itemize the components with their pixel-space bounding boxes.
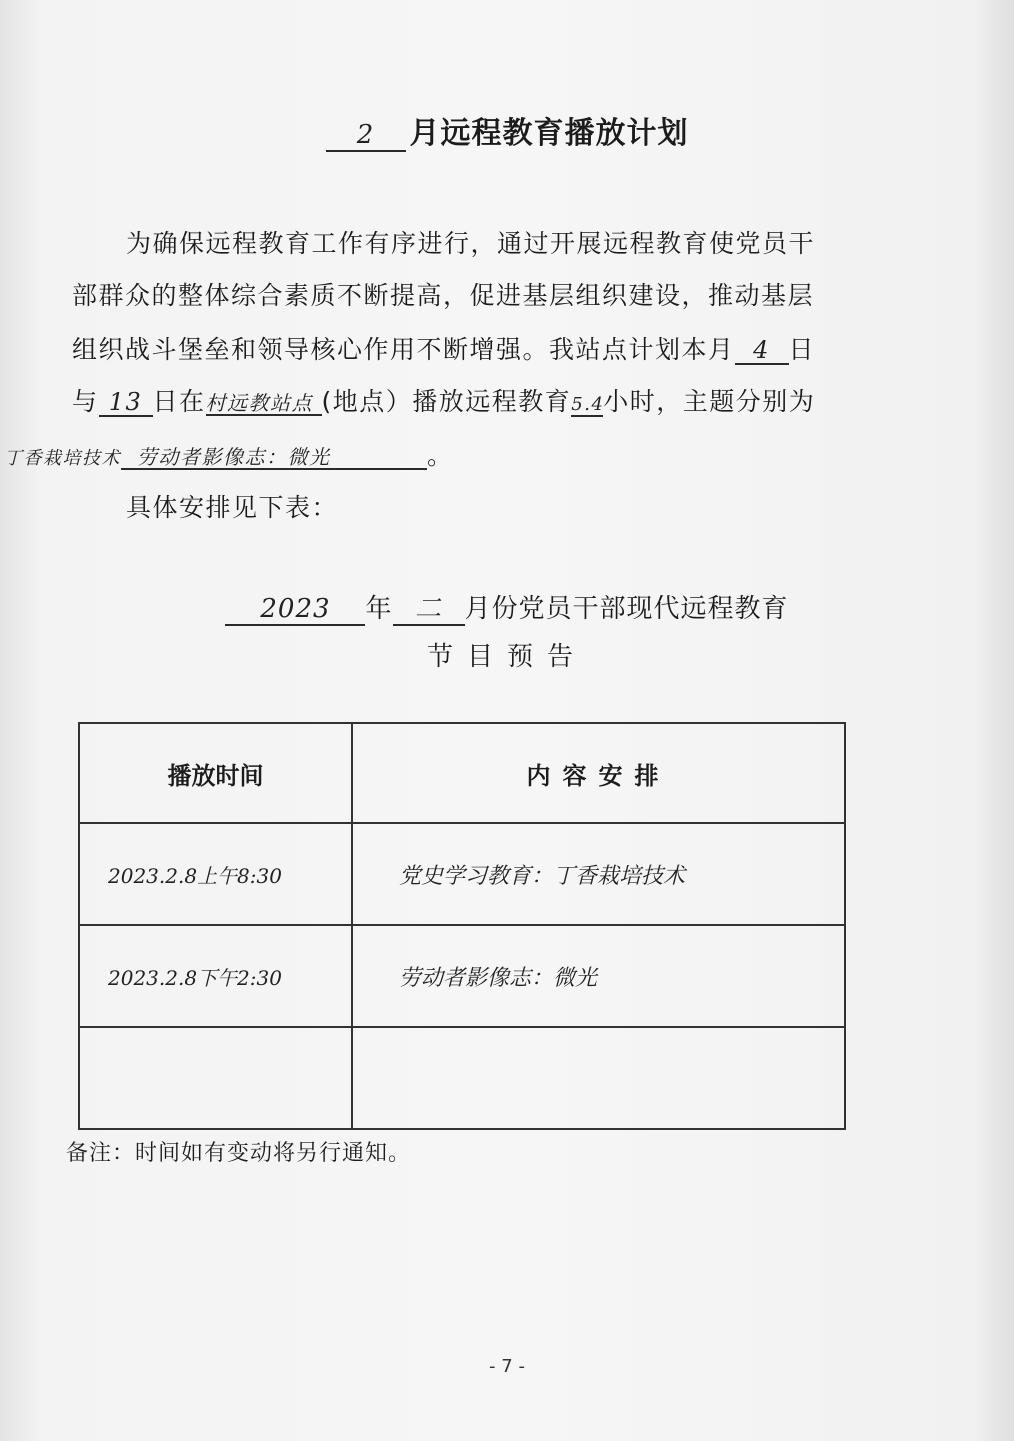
remark-note: 备注：时间如有变动将另行通知。 <box>66 1141 412 1166</box>
line4-a: 与 <box>72 387 99 416</box>
table-row <box>79 1027 845 1129</box>
page-number: - 7 - <box>489 1356 525 1377</box>
title-month-handwritten: 2 <box>326 121 406 152</box>
schedule-table <box>78 722 846 1130</box>
row-content: 党史学习教育：丁香栽培技术 <box>352 823 845 925</box>
line5-end: 。 <box>427 441 454 470</box>
title-text: 月远程教育播放计划 <box>409 116 689 151</box>
row-content: 劳动者影像志：微光 <box>352 925 845 1027</box>
paragraph-line-1: 为确保远程教育工作有序进行，通过开展远程教育使党员干 <box>126 229 816 258</box>
theme2-handwritten: 劳动者影像志：微光 <box>121 446 427 470</box>
day2-handwritten: 13 <box>99 389 153 417</box>
hours-handwritten: 5.4 <box>571 394 605 415</box>
table-row <box>79 925 845 1027</box>
day1-handwritten: 4 <box>735 337 789 365</box>
header-time: 播放时间 <box>79 723 352 823</box>
line4-d: 小时，主题分别为 <box>603 387 816 416</box>
row-content <box>352 1027 845 1129</box>
notice-year-label: 年 <box>365 594 393 624</box>
notice-text: 月份党员干部现代远程教育 <box>464 594 789 624</box>
row-time: 2023.2.8下午2:30 <box>79 925 352 1027</box>
row-time <box>79 1027 352 1129</box>
theme1-handwritten: 丁香栽培技术 <box>4 448 121 469</box>
notice-subtitle: 节目预告 <box>426 642 587 672</box>
paragraph-line-5 <box>4 436 794 472</box>
paragraph-line-4 <box>72 382 862 418</box>
table-header-row <box>79 723 845 823</box>
paragraph-line-3 <box>72 330 862 366</box>
paragraph-line-6: 具体安排见下表： <box>126 493 339 522</box>
notice-heading <box>0 588 1014 626</box>
page-title <box>0 108 1014 152</box>
line4-c: (地点）播放远程教育 <box>321 387 572 416</box>
paragraph-line-2: 部群众的整体综合素质不断提高，促进基层组织建设，推动基层 <box>72 281 815 310</box>
line3-end: 日 <box>788 335 816 364</box>
table-row <box>79 823 845 925</box>
notice-month-handwritten: 二 <box>393 595 465 626</box>
row-time: 2023.2.8上午8:30 <box>79 823 352 925</box>
header-content: 内容安排 <box>352 723 845 823</box>
line3-text: 组织战斗堡垒和领导核心作用不断增强。我站点计划本月 <box>72 335 735 364</box>
place-handwritten: 村远教站点 <box>206 392 322 416</box>
notice-year-handwritten: 2023 <box>225 595 365 626</box>
line4-b: 日在 <box>152 387 206 416</box>
